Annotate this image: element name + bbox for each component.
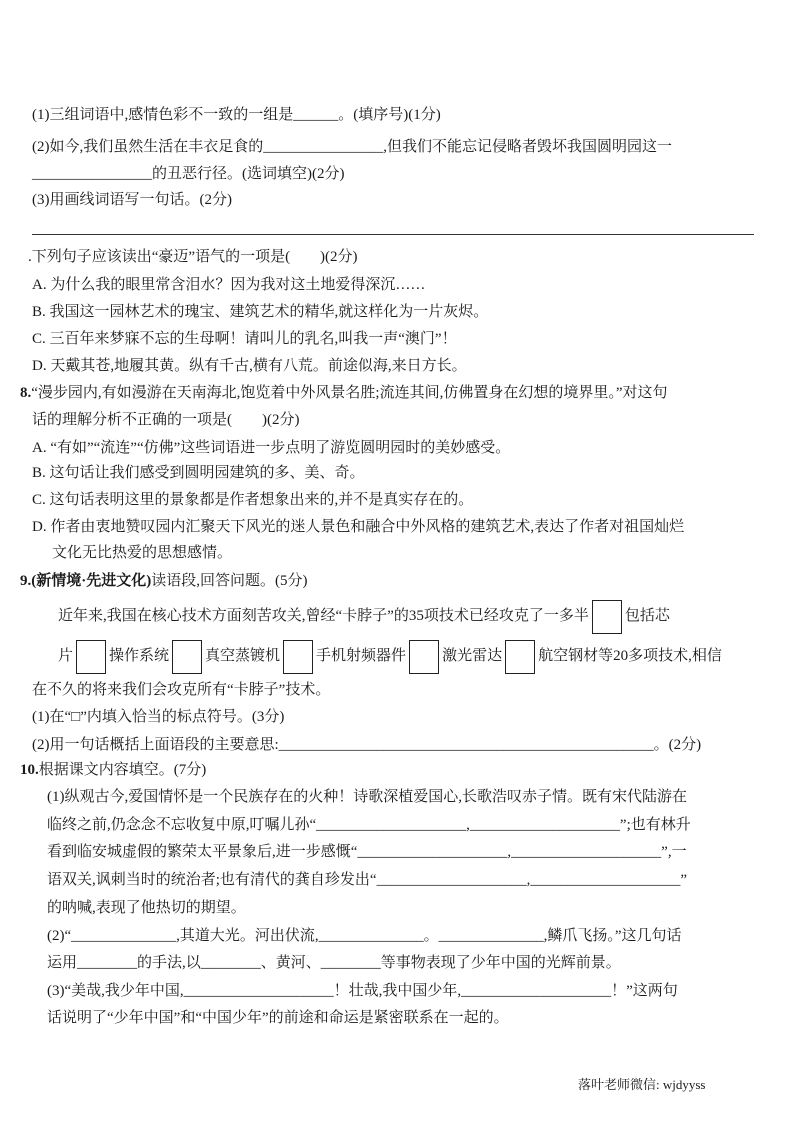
para-text: 激光雷达 xyxy=(442,648,503,664)
q7-option-d: D. 天戴其苍,地履其黄。纵有千古,横有八荒。前途似海,来日方长。 xyxy=(32,358,467,374)
q10-line: 运用________的手法,以________、黄河、________等事物表现了少年中国的光辉前景。 xyxy=(47,955,621,971)
punctuation-box[interactable] xyxy=(283,640,313,674)
q8-option-d-cont: 文化无比热爱的思想感情。 xyxy=(52,545,233,561)
q10-line: 语双关,讽刺当时的统治者;也有清代的龚自珍发出“____________________,____________________” xyxy=(47,872,687,888)
q6-sub2-line1: (2)如今,我们虽然生活在丰衣足食的________________,但我们不能忘记侵略者毁坏我国圆明园这一 xyxy=(32,139,672,155)
q10-number: 10. xyxy=(20,762,39,778)
q6-sub2-line2: ________________的丑恶行径。(选词填空)(2分) xyxy=(32,166,345,182)
punctuation-box[interactable] xyxy=(409,640,439,674)
q8-option-d: D. 作者由衷地赞叹园内汇聚天下风光的迷人景色和融合中外风格的建筑艺术,表达了作者对祖国灿烂 xyxy=(32,519,685,535)
q8-stem-line2: 话的理解分析不正确的一项是( )(2分) xyxy=(32,412,300,428)
q7-stem: .下列句子应该读出“豪迈”语气的一项是( )(2分) xyxy=(28,249,358,265)
q10-line: 临终之前,仍念念不忘收复中原,叮嘱儿孙“____________________,____________________”;也有林升 xyxy=(47,817,691,833)
q8-stem-line1: “漫步园内,有如漫游在天南海北,饱览着中外风景名胜;流连其间,仿佛置身在幻想的境界里。”对这句 xyxy=(31,385,668,401)
q10-line: (1)纵观古今,爱国情怀是一个民族存在的火种！诗歌深植爱国心,长歌浩叹赤子情。既有宋代陆游在 xyxy=(47,789,687,805)
q10-stem-text: 根据课文内容填空。(7分) xyxy=(38,762,207,778)
q9-tag: (新情境·先进文化) xyxy=(31,573,152,589)
punctuation-box[interactable] xyxy=(592,600,622,634)
q9-paragraph-line1 xyxy=(58,598,670,634)
q9-sub1: (1)在“□”内填入恰当的标点符号。(3分) xyxy=(32,709,285,725)
q8-stem xyxy=(20,383,668,403)
q9-stem-text: 读语段,回答问题。(5分) xyxy=(151,573,308,589)
q7-option-b: B. 我国这一园林艺术的瑰宝、建筑艺术的精华,就这样化为一片灰烬。 xyxy=(32,304,489,320)
q8-option-b: B. 这句话让我们感受到圆明园建筑的多、美、奇。 xyxy=(32,465,365,481)
punctuation-box[interactable] xyxy=(172,640,202,674)
para-text: 包括芯 xyxy=(624,608,670,624)
punctuation-box[interactable] xyxy=(505,640,535,674)
para-text: 真空蒸镀机 xyxy=(205,648,281,664)
q8-option-a: A. “有如”“流连”“仿佛”这些词语进一步点明了游览圆明园时的美妙感受。 xyxy=(32,440,511,456)
q6-sub3: (3)用画线词语写一句话。(2分) xyxy=(32,192,232,208)
q9-number: 9. xyxy=(20,573,32,589)
q10-line: 看到临安城虚假的繁荣太平景象后,进一步感慨“____________________,____________________”,一 xyxy=(47,844,687,860)
q9-sub2: (2)用一句话概括上面语段的主要意思:__________________________________________________。(2分) xyxy=(32,737,702,753)
answer-line xyxy=(32,234,754,235)
q9-paragraph-line3: 在不久的将来我们会攻克所有“卡脖子”技术。 xyxy=(32,682,331,698)
q9-stem xyxy=(20,571,308,591)
q10-stem xyxy=(20,760,206,780)
q7-option-c: C. 三百年来梦寐不忘的生母啊！请叫儿的乳名,叫我一声“澳门”！ xyxy=(32,331,457,347)
para-text: 操作系统 xyxy=(109,648,170,664)
punctuation-box[interactable] xyxy=(76,640,106,674)
q10-line: 话说明了“少年中国”和“中国少年”的前途和命运是紧密联系在一起的。 xyxy=(47,1010,509,1026)
q10-line: (2)“______________,其道大光。河出伏流,______________。______________,鳞爪飞扬。”这几句话 xyxy=(47,928,682,944)
para-text: 手机射频器件 xyxy=(316,648,407,664)
q6-sub1: (1)三组词语中,感情色彩不一致的一组是______。(填序号)(1分) xyxy=(32,107,441,123)
para-text: 航空钢材等20多项技术,相信 xyxy=(538,648,722,664)
q8-option-c: C. 这句话表明这里的景象都是作者想象出来的,并不是真实存在的。 xyxy=(32,492,474,508)
para-text: 近年来,我国在核心技术方面刻苦攻关,曾经“卡脖子”的35项技术已经攻克了一多半 xyxy=(58,608,589,624)
para-text: 片 xyxy=(58,648,74,664)
q8-number: 8. xyxy=(20,385,32,401)
q7-option-a: A. 为什么我的眼里常含泪水？因为我对这土地爱得深沉…… xyxy=(32,277,426,293)
q10-line: 的呐喊,表现了他热切的期望。 xyxy=(47,900,246,916)
footer-contact: 落叶老师微信: wjdyyss xyxy=(578,1077,706,1092)
q9-paragraph-line2 xyxy=(58,638,722,674)
q10-line: (3)“美哉,我少年中国,____________________！壮哉,我中国少年,____________________！”这两句 xyxy=(47,983,678,999)
